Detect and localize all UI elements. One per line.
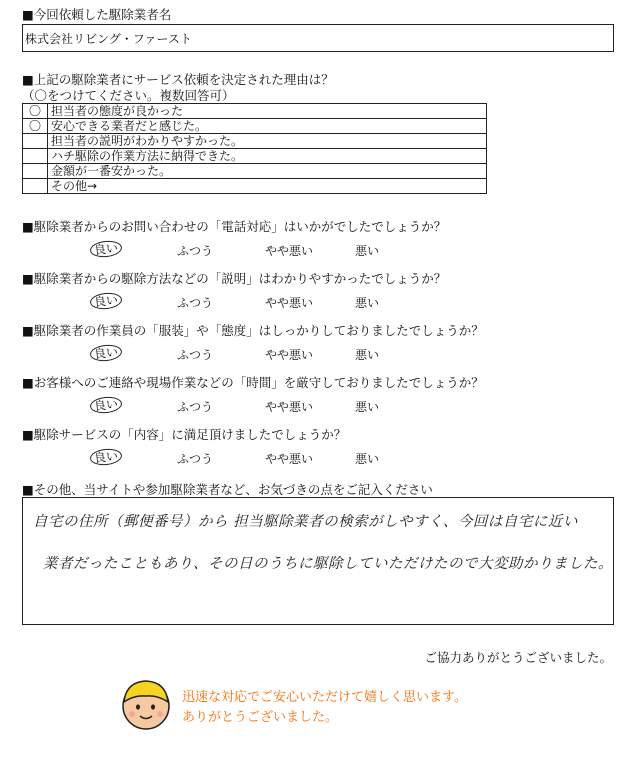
option-somewhat-bad: やや悪い <box>265 348 314 362</box>
section2-heading: ■上記の駆除業者にサービス依頼を決定された理由は？ <box>22 72 334 87</box>
reason-mark <box>23 164 48 179</box>
reason-row <box>23 119 487 134</box>
option-selected <box>90 397 122 413</box>
option-selected <box>90 345 122 361</box>
option-bad: 悪い <box>355 244 380 258</box>
selected-circle: 良い <box>89 343 123 362</box>
reason-row <box>23 179 487 194</box>
mascot-icon <box>118 676 174 732</box>
comments-heading: ■その他、当サイトや参加駆除業者など、お気づきの点をご記入ください <box>22 482 433 497</box>
reason-text: 担当者の説明がわかりやすかった。 <box>48 134 487 149</box>
option-bad: 悪い <box>355 452 380 466</box>
reason-row <box>23 149 487 164</box>
reason-row <box>23 164 487 179</box>
company-name-field: 株式会社リビング・ファースト <box>22 24 614 52</box>
question-time: ■お客様へのご連絡や現場作業などの「時間」を厳守しておりましたでしょうか？ <box>22 375 484 390</box>
reason-text: 担当者の態度が良かった <box>48 104 487 119</box>
selected-circle: 良い <box>89 395 123 414</box>
option-somewhat-bad: やや悪い <box>265 452 314 466</box>
reason-mark: 〇 <box>23 104 48 119</box>
section2-note: （〇をつけてください。複数回答可） <box>22 88 235 103</box>
comment-line-1: 自宅の住所（郵便番号）から 担当駆除業者の検索がしやすく、今回は自宅に近い <box>33 514 578 530</box>
reason-text: その他→ <box>48 179 487 194</box>
question-phone: ■駆除業者からのお問い合わせの「電話対応」はいかがでしたでしょうか？ <box>22 219 447 234</box>
reasons-table <box>22 103 487 194</box>
selected-circle: 良い <box>89 291 123 310</box>
comments-box <box>22 497 614 625</box>
question-explanation: ■駆除業者からの駆除方法などの「説明」はわかりやすかったでしょうか？ <box>22 271 447 286</box>
option-bad: 悪い <box>355 296 380 310</box>
option-normal: ふつう <box>177 296 214 310</box>
selected-circle: 良い <box>89 447 123 466</box>
option-normal: ふつう <box>177 452 214 466</box>
option-normal: ふつう <box>177 244 214 258</box>
comment-line-2: 業者だったこともあり、その日のうちに駆除していただけたので大変助かりました。 <box>43 556 613 572</box>
option-bad: 悪い <box>355 348 380 362</box>
option-selected <box>90 293 122 309</box>
reason-mark <box>23 134 48 149</box>
reason-text: 金額が一番安かった。 <box>48 164 487 179</box>
reason-text: 安心できる業者だと感じた。 <box>48 119 487 134</box>
question-attire: ■駆除業者の作業員の「服装」や「態度」はしっかりしておりましたでしょうか？ <box>22 323 484 338</box>
question-content: ■駆除サービスの「内容」に満足頂けましたでしょうか？ <box>22 427 347 442</box>
footer-message-2: ありがとうございました。 <box>182 710 339 725</box>
reason-mark <box>23 149 48 164</box>
reason-mark <box>23 179 48 194</box>
reason-mark: 〇 <box>23 119 48 134</box>
option-somewhat-bad: やや悪い <box>265 400 314 414</box>
option-selected <box>90 241 122 257</box>
option-normal: ふつう <box>177 400 214 414</box>
reason-row <box>23 104 487 119</box>
reason-row <box>23 134 487 149</box>
section1-heading: ■今回依頼した駆除業者名 <box>22 7 172 22</box>
reason-text: ハチ駆除の作業方法に納得できた。 <box>48 149 487 164</box>
option-bad: 悪い <box>355 400 380 414</box>
footer-message-1: 迅速な対応でご安心いただけて嬉しく思います。 <box>182 690 467 705</box>
option-normal: ふつう <box>177 348 214 362</box>
option-selected <box>90 449 122 465</box>
option-somewhat-bad: やや悪い <box>265 244 314 258</box>
thanks-text: ご協力ありがとうございました。 <box>424 650 612 665</box>
option-somewhat-bad: やや悪い <box>265 296 314 310</box>
selected-circle: 良い <box>89 239 123 258</box>
